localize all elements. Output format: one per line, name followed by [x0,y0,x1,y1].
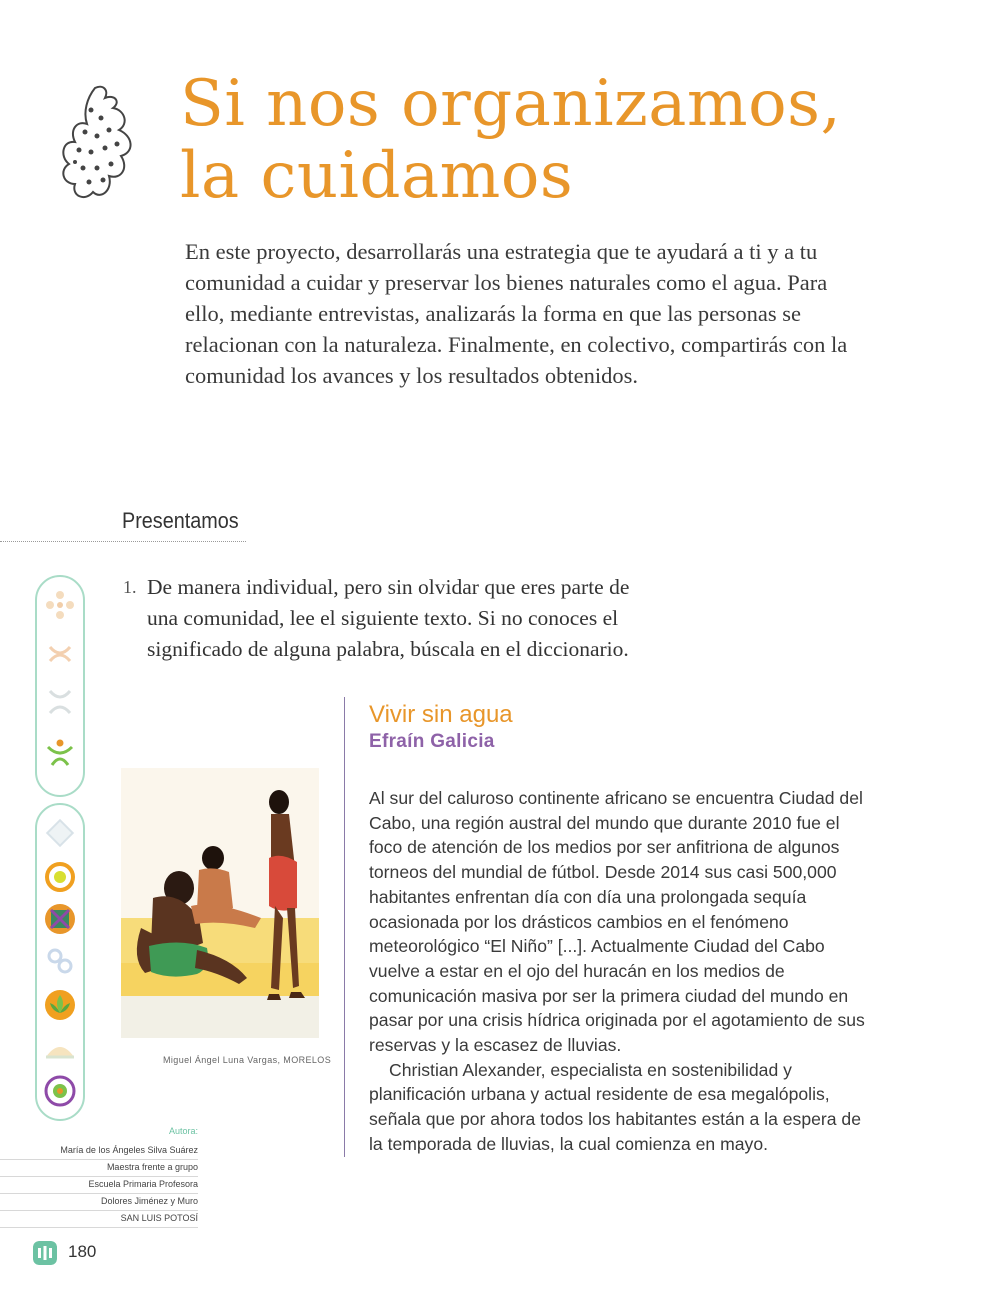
author-label: Autora: [168,1126,198,1136]
title-line-2: la cuidamos [180,139,574,213]
reading-body [369,786,869,1157]
diamond-faded-icon [44,817,76,849]
reading-paragraph-1: Al sur del caluroso continente africano se encuentra Ciudad del Cabo, una región austral del mundo que durante 2010 fue el foco de atención de los medios por ser anfitriona de algunos torneos del mundial de fútbol. Desde 2014 sus casi 500,000 habitantes enfrentan día con día una prolongada sequía ocasionada por los drásticos cambios en el fenómeno meteorológico “El Niño” [...]. Actualmente Ciudad del Cabo vuelve a estar en el ojo del huracán en los medios de comunicación masiva por ser la primera ciudad del mundo en pasar por una crisis hídrica originada por el agotamiento de sus reservas y la escasez de lluvias. [369,788,865,1056]
children-illustration [121,768,319,1038]
jaguar-emblem-icon [55,80,150,208]
title-line-1: Si nos organizamos, [180,67,842,141]
intro-paragraph: En este proyecto, desarrollarás una estrategia que te ayudará a ti y a tu comunidad a cuidar y preservar los bienes naturales como el agua. Para ello, mediante entrevistas, analizarás la forma en que las personas se relacionan con la naturaleza. Finalmente, en colectivo, compartirás con la comunidad los avances y los resultados obtenidos. [185,239,848,388]
person-green-icon [44,737,76,769]
lotus-icon [44,989,76,1021]
side-icons-panel-1 [35,575,85,797]
people-faded-icon [44,637,76,669]
author-line: Maestra frente a grupo [0,1159,198,1177]
reading-title: Vivir sin agua [369,701,513,728]
figures-faded-icon [44,685,76,717]
illustration-caption: Miguel Ángel Luna Vargas, MORELOS [163,1055,332,1065]
author-line: Escuela Primaria Profesora [0,1176,198,1194]
activity-text: De manera individual, pero sin olvidar que eres parte de una comunidad, lee el siguiente texto. Si no conoces el significado de alguna palabra, búscala en el diccionario. [147,575,630,661]
activity-number: 1. [123,577,137,597]
section-divider [0,541,246,542]
reading-author: Efraín Galicia [369,731,495,752]
page-number: 180 [68,1242,97,1261]
page-title [180,68,940,212]
community-faded-icon [44,589,76,621]
section-heading: Presentamos [122,508,239,533]
page-badge-icon [33,1241,57,1265]
author-line: SAN LUIS POTOSÍ [0,1210,198,1228]
author-line: Dolores Jiménez y Muro [0,1193,198,1211]
activity-item [123,572,663,665]
illustration-image [121,768,319,1038]
orange-spiral-icon [44,861,76,893]
reading-paragraph-2: Christian Alexander, especialista en sostenibilidad y planificación urbana y actual residente de esa megalópolis, señala que por ahora todos los habitantes están a la espera de la temporada de lluvias, la cual comienza en mayo. [369,1059,861,1154]
side-icons-panel-2 [35,803,85,1121]
hill-faded-icon [44,1033,76,1065]
author-line: María de los Ángeles Silva Suárez [0,1142,198,1160]
sun-circle-icon [44,1075,76,1107]
woven-square-icon [44,903,76,935]
chain-faded-icon [44,945,76,977]
reading-divider [344,697,345,1157]
